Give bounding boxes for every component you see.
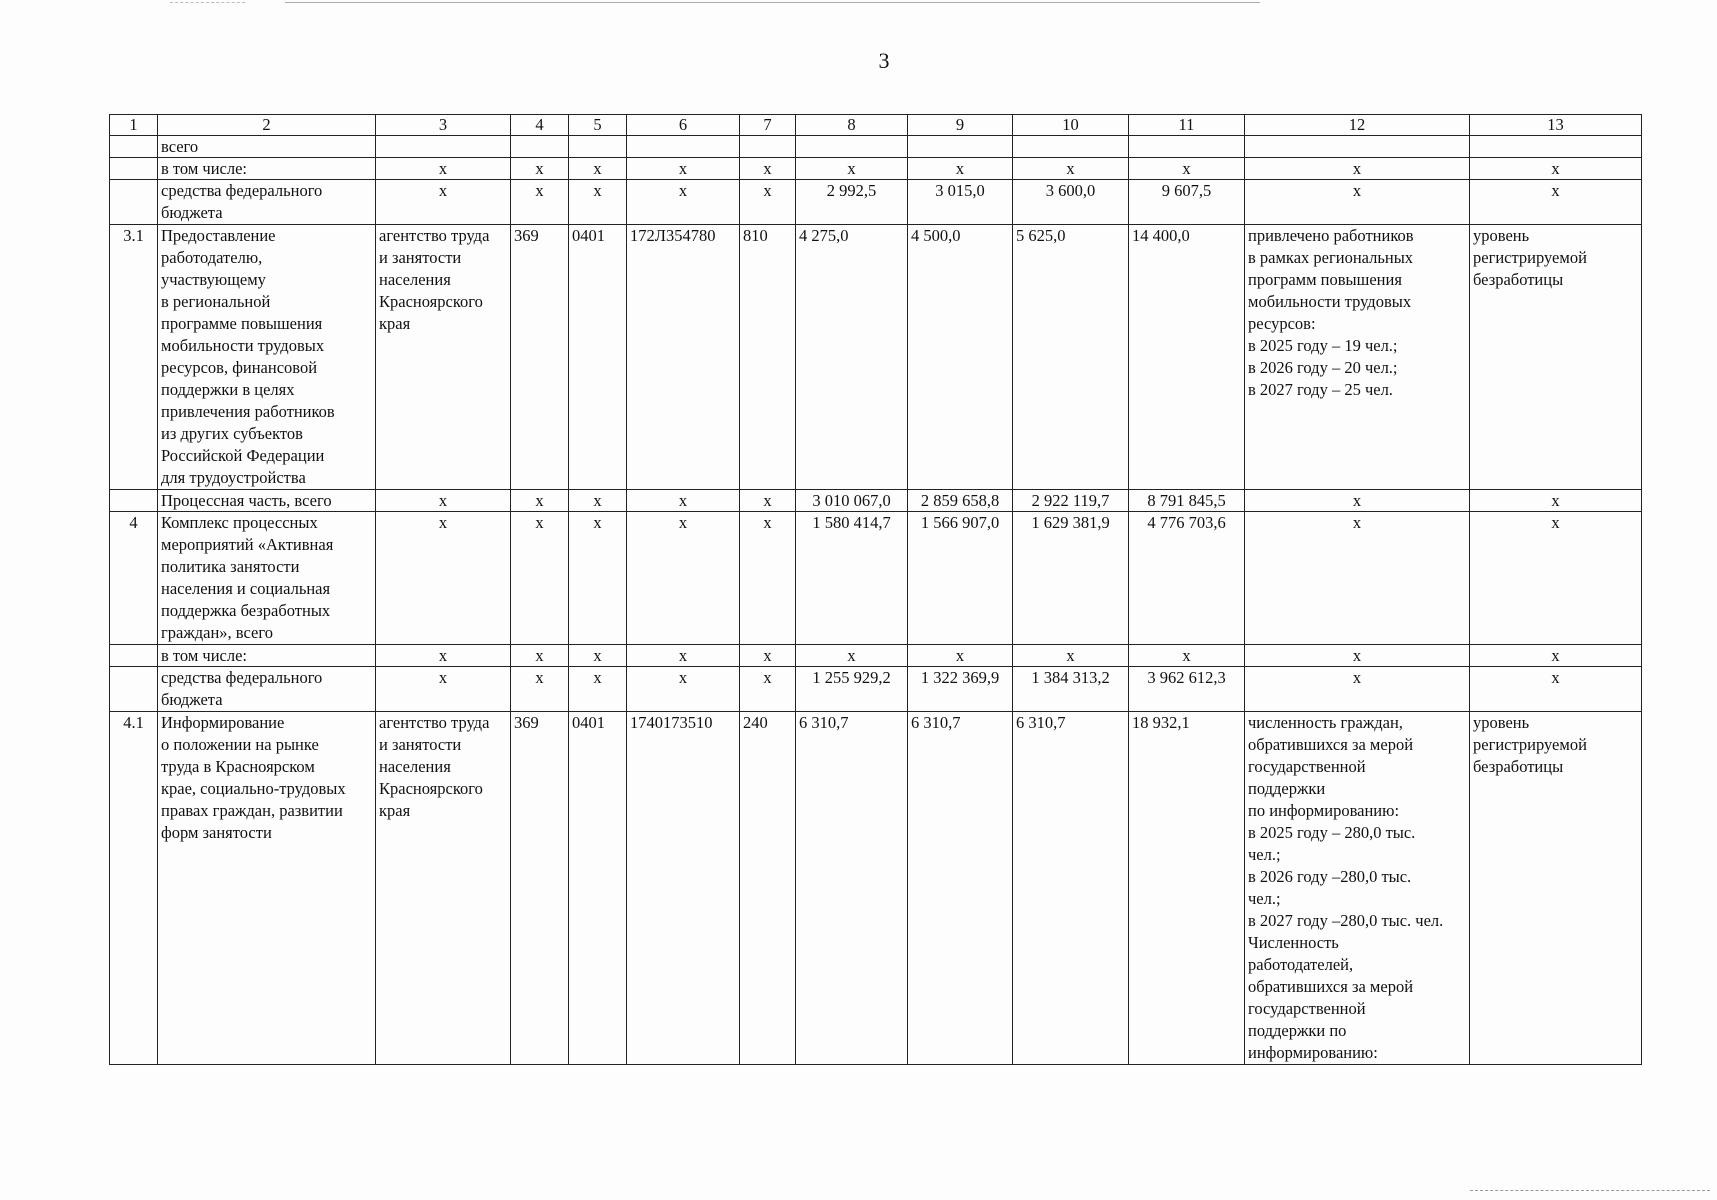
row-number bbox=[110, 158, 158, 180]
column-header: 6 bbox=[627, 115, 740, 136]
table-row bbox=[110, 712, 1642, 1065]
cell-col13 bbox=[1470, 136, 1642, 158]
cell-col11: 9 607,5 bbox=[1129, 180, 1245, 225]
cell-col7: x bbox=[740, 667, 796, 712]
cell-col13: x bbox=[1470, 180, 1642, 225]
cell-col8: 1 580 414,7 bbox=[796, 512, 908, 645]
table-row bbox=[110, 645, 1642, 667]
cell-col4: x bbox=[511, 490, 569, 512]
column-header: 10 bbox=[1013, 115, 1129, 136]
table-row bbox=[110, 490, 1642, 512]
cell-col9: 2 859 658,8 bbox=[908, 490, 1013, 512]
cell-col4: x bbox=[511, 512, 569, 645]
cell-col6 bbox=[627, 136, 740, 158]
cell-col5 bbox=[569, 136, 627, 158]
cell-agency: x bbox=[376, 667, 511, 712]
cell-col6: x bbox=[627, 667, 740, 712]
cell-col4: x bbox=[511, 158, 569, 180]
cell-col13: x bbox=[1470, 158, 1642, 180]
cell-col6: 172Л354780 bbox=[627, 225, 740, 490]
cell-col9: 3 015,0 bbox=[908, 180, 1013, 225]
row-title: средства федерального бюджета bbox=[158, 180, 376, 225]
cell-col9: x bbox=[908, 158, 1013, 180]
cell-agency: x bbox=[376, 645, 511, 667]
cell-col6: x bbox=[627, 158, 740, 180]
scan-artifact-bottom bbox=[1470, 1190, 1710, 1192]
cell-col11: 3 962 612,3 bbox=[1129, 667, 1245, 712]
cell-col12: численность граждан, обратившихся за мерой государственной поддержки по информированию: в 2025 году – 280,0 тыс. чел.; в 2026 году –280,0 тыс. чел.; в 2027 году –280,0 тыс. чел. Численность работодателей, обратившихся за мерой государственной поддержки по информированию: bbox=[1245, 712, 1470, 1065]
cell-col5: x bbox=[569, 512, 627, 645]
cell-col7 bbox=[740, 136, 796, 158]
cell-col7: x bbox=[740, 645, 796, 667]
row-title: Процессная часть, всего bbox=[158, 490, 376, 512]
cell-col11: 14 400,0 bbox=[1129, 225, 1245, 490]
cell-agency: x bbox=[376, 180, 511, 225]
cell-agency: агентство труда и занятости населения Красноярского края bbox=[376, 712, 511, 1065]
cell-col6: x bbox=[627, 180, 740, 225]
cell-col8: 6 310,7 bbox=[796, 712, 908, 1065]
cell-col12: x bbox=[1245, 180, 1470, 225]
cell-col6: x bbox=[627, 512, 740, 645]
cell-col5: x bbox=[569, 645, 627, 667]
cell-col5: 0401 bbox=[569, 712, 627, 1065]
cell-col6: x bbox=[627, 490, 740, 512]
cell-col10: 3 600,0 bbox=[1013, 180, 1129, 225]
column-header: 5 bbox=[569, 115, 627, 136]
table-row bbox=[110, 136, 1642, 158]
scan-artifact-top bbox=[285, 2, 1260, 3]
row-number: 4 bbox=[110, 512, 158, 645]
cell-col6: x bbox=[627, 645, 740, 667]
cell-col8: 4 275,0 bbox=[796, 225, 908, 490]
cell-agency: x bbox=[376, 512, 511, 645]
cell-agency: агентство труда и занятости населения Красноярского края bbox=[376, 225, 511, 490]
row-number bbox=[110, 180, 158, 225]
cell-col8: 3 010 067,0 bbox=[796, 490, 908, 512]
row-number bbox=[110, 136, 158, 158]
cell-col7: 240 bbox=[740, 712, 796, 1065]
column-header: 3 bbox=[376, 115, 511, 136]
cell-col5: x bbox=[569, 180, 627, 225]
cell-col4: 369 bbox=[511, 712, 569, 1065]
cell-col11: 4 776 703,6 bbox=[1129, 512, 1245, 645]
table-row bbox=[110, 180, 1642, 225]
cell-col10 bbox=[1013, 136, 1129, 158]
cell-col11: x bbox=[1129, 158, 1245, 180]
cell-col7: x bbox=[740, 180, 796, 225]
cell-col10: 5 625,0 bbox=[1013, 225, 1129, 490]
column-header: 7 bbox=[740, 115, 796, 136]
cell-col12 bbox=[1245, 136, 1470, 158]
row-title: в том числе: bbox=[158, 158, 376, 180]
cell-col4: 369 bbox=[511, 225, 569, 490]
column-header: 8 bbox=[796, 115, 908, 136]
cell-col4: x bbox=[511, 667, 569, 712]
cell-col9: 4 500,0 bbox=[908, 225, 1013, 490]
cell-col7: 810 bbox=[740, 225, 796, 490]
cell-col7: x bbox=[740, 512, 796, 645]
column-header: 13 bbox=[1470, 115, 1642, 136]
cell-col10: x bbox=[1013, 158, 1129, 180]
cell-col13: x bbox=[1470, 512, 1642, 645]
table-row bbox=[110, 512, 1642, 645]
row-title: Информирование о положении на рынке труда в Красноярском крае, социально-трудовых правах граждан, развитии форм занятости bbox=[158, 712, 376, 1065]
cell-col4: x bbox=[511, 180, 569, 225]
cell-col4: x bbox=[511, 645, 569, 667]
cell-col10: 2 922 119,7 bbox=[1013, 490, 1129, 512]
column-header: 12 bbox=[1245, 115, 1470, 136]
column-header: 1 bbox=[110, 115, 158, 136]
cell-col5: x bbox=[569, 158, 627, 180]
cell-col10: 6 310,7 bbox=[1013, 712, 1129, 1065]
cell-col9: x bbox=[908, 645, 1013, 667]
row-number bbox=[110, 490, 158, 512]
cell-col8: x bbox=[796, 158, 908, 180]
table-row bbox=[110, 667, 1642, 712]
cell-col9: 6 310,7 bbox=[908, 712, 1013, 1065]
cell-col9: 1 322 369,9 bbox=[908, 667, 1013, 712]
cell-col8: 1 255 929,2 bbox=[796, 667, 908, 712]
cell-col11 bbox=[1129, 136, 1245, 158]
cell-col11: 8 791 845,5 bbox=[1129, 490, 1245, 512]
cell-agency: x bbox=[376, 158, 511, 180]
table-row bbox=[110, 158, 1642, 180]
cell-col8: 2 992,5 bbox=[796, 180, 908, 225]
cell-col5: 0401 bbox=[569, 225, 627, 490]
column-header: 2 bbox=[158, 115, 376, 136]
row-title: всего bbox=[158, 136, 376, 158]
cell-col9 bbox=[908, 136, 1013, 158]
row-title: Предоставление работодателю, участвующему в региональной программе повышения мобильности трудовых ресурсов, финансовой поддержки в целях привлечения работников из других субъектов Российской Федерации для трудоустройства bbox=[158, 225, 376, 490]
column-header: 4 bbox=[511, 115, 569, 136]
cell-col13: x bbox=[1470, 645, 1642, 667]
column-header: 11 bbox=[1129, 115, 1245, 136]
cell-col12: x bbox=[1245, 645, 1470, 667]
cell-col10: 1 629 381,9 bbox=[1013, 512, 1129, 645]
row-title: в том числе: bbox=[158, 645, 376, 667]
cell-col10: 1 384 313,2 bbox=[1013, 667, 1129, 712]
cell-col10: x bbox=[1013, 645, 1129, 667]
cell-col7: x bbox=[740, 158, 796, 180]
cell-col13: x bbox=[1470, 667, 1642, 712]
cell-col5: x bbox=[569, 490, 627, 512]
page-number: 3 bbox=[878, 48, 890, 73]
cell-col12: x bbox=[1245, 490, 1470, 512]
cell-col12: x bbox=[1245, 158, 1470, 180]
row-title: Комплекс процессных мероприятий «Активная политика занятости населения и социальная поддержка безработных граждан», всего bbox=[158, 512, 376, 645]
row-number: 4.1 bbox=[110, 712, 158, 1065]
cell-col11: x bbox=[1129, 645, 1245, 667]
cell-col8: x bbox=[796, 645, 908, 667]
cell-col9: 1 566 907,0 bbox=[908, 512, 1013, 645]
column-header: 9 bbox=[908, 115, 1013, 136]
table-row bbox=[110, 225, 1642, 490]
cell-col6: 1740173510 bbox=[627, 712, 740, 1065]
row-number bbox=[110, 645, 158, 667]
scan-artifact-top-left bbox=[170, 2, 245, 4]
cell-col12: x bbox=[1245, 667, 1470, 712]
cell-col13: уровень регистрируемой безработицы bbox=[1470, 225, 1642, 490]
cell-col12: привлечено работников в рамках региональных программ повышения мобильности трудовых ресурсов: в 2025 году – 19 чел.; в 2026 году – 20 чел.; в 2027 году – 25 чел. bbox=[1245, 225, 1470, 490]
cell-col7: x bbox=[740, 490, 796, 512]
row-title: средства федерального бюджета bbox=[158, 667, 376, 712]
cell-col13: уровень регистрируемой безработицы bbox=[1470, 712, 1642, 1065]
row-number: 3.1 bbox=[110, 225, 158, 490]
cell-col5: x bbox=[569, 667, 627, 712]
cell-agency bbox=[376, 136, 511, 158]
cell-agency: x bbox=[376, 490, 511, 512]
cell-col13: x bbox=[1470, 490, 1642, 512]
row-number bbox=[110, 667, 158, 712]
cell-col8 bbox=[796, 136, 908, 158]
cell-col12: x bbox=[1245, 512, 1470, 645]
cell-col11: 18 932,1 bbox=[1129, 712, 1245, 1065]
column-number-row bbox=[110, 115, 1642, 136]
budget-table bbox=[109, 114, 1642, 1065]
cell-col4 bbox=[511, 136, 569, 158]
